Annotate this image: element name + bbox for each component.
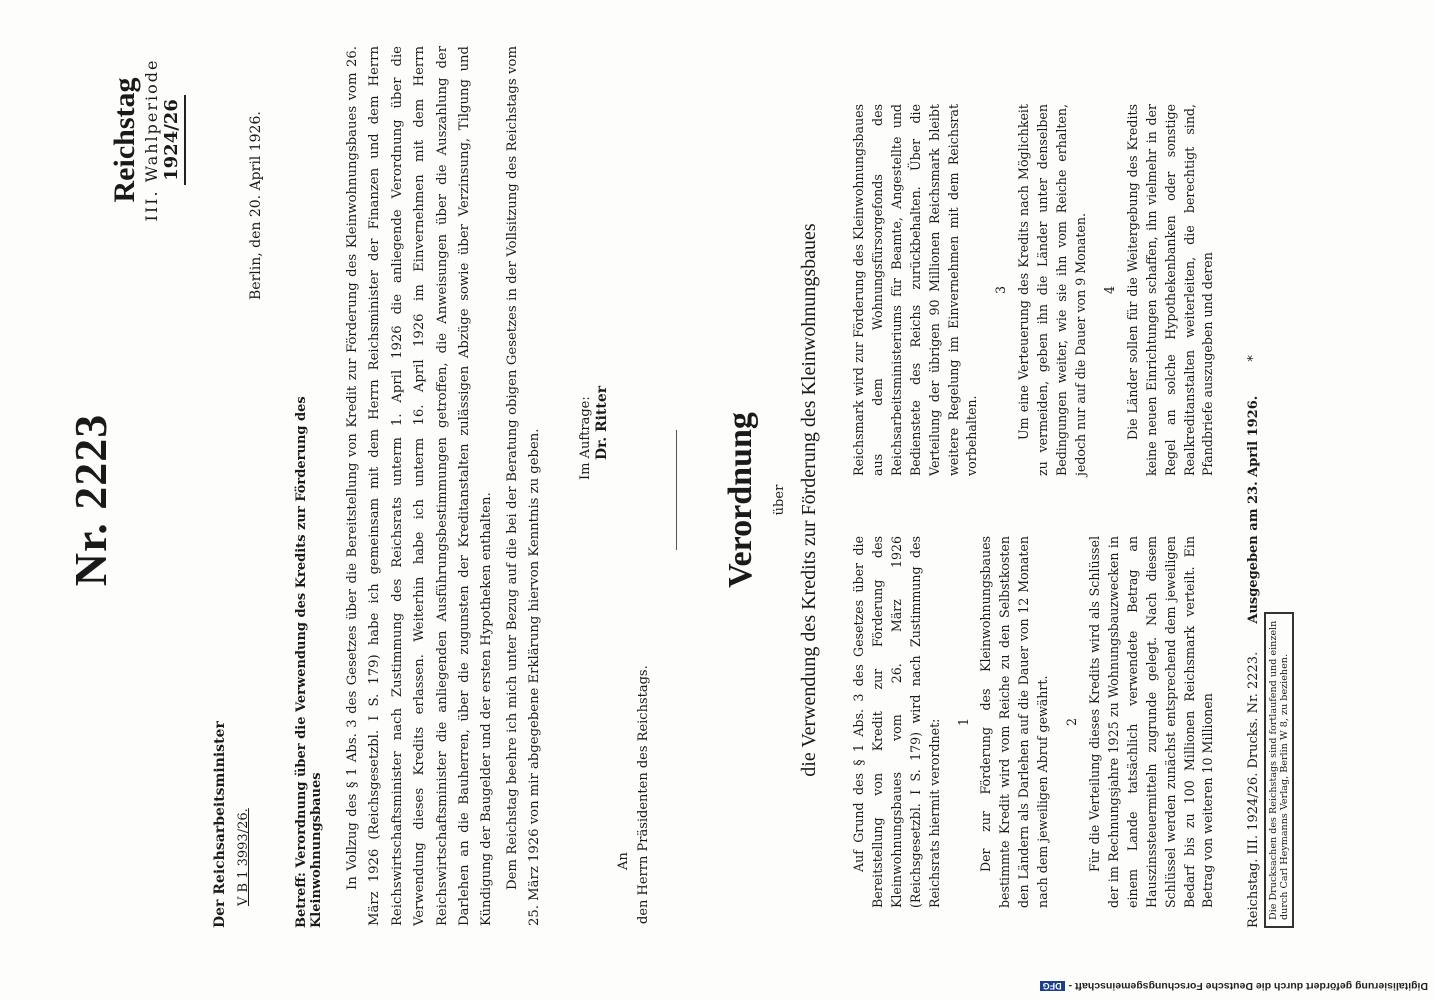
decree-intro: Auf Grund des § 1 Abs. 3 des Gesetzes über die Bereitstellung von Kredit zur Förderung des Kleinwohnungsbaues vom 26. März 1926 (Reichsgesetzbl. I S. 179) wird nach Zustimmung des Reichsrats hiermit verordnet: <box>851 536 942 908</box>
decree-title: Verordnung <box>722 412 759 588</box>
section-2-continuation: Reichsmark wird zur Förderung des Kleinwohnungsbaues aus dem Wohnungsfürsorgefonds des Reichsarbeitsministeriums für Beamte, Angestellte und Bedienstete des Reichs zurückbehalten. Über die Verteilung der übrigen 90 Millionen Reichsmark bleibt weitere Regelung im Einvernehmen mit dem Reichsrat vorbehalten. <box>851 104 980 476</box>
footer-box-line-2: durch Carl Heymanns Verlag, Berlin W 8, zu beziehen. <box>1279 653 1290 920</box>
decree-title-ueber: über <box>772 484 787 516</box>
period-years: 1924/26 <box>161 95 186 185</box>
file-reference: V B 1 3993/26. <box>236 808 251 906</box>
section-4-text: Die Länder sollen für die Weitergebung des Kredits keine neuen Einrichtungen schaffen, ihn vielmehr in der Regel an solche Hypothekenbanken oder sonstige Realkreditanstalten weiterleiten, die berechtigt sind, Pfandbriefe auszugeben und deren <box>1124 104 1216 476</box>
decree-subtitle: die Verwendung des Kredits zur Förderung des Kleinwohnungsbaues <box>798 223 820 777</box>
addressee-prefix: An <box>616 852 631 870</box>
footer-box-line-1: Die Drucksachen des Reichstags sind fortlaufend und einzeln <box>1268 620 1279 920</box>
footer-reference: Reichstag. III. 1924/26. Drucks. Nr. 2223. <box>1246 651 1261 928</box>
letter-paragraph-1: In Vollzug des § 1 Abs. 3 des Gesetzes über die Bereitstellung von Kredit zur Förderung des Kleinwohnungsbaues vom 26. März 1926 (Reichsgesetzbl. I S. 179) habe ich gemeinsam mit dem Herrn Reichsminister der Finanzen und dem Herrn Reichswirtschaftsminister nach Zustimmung des Reichsrats unterm 1. April 1926 die anliegende Verordnung über die Verwendung dieses Kredits erlassen. Weiterhin habe ich unterm 16. April 1926 im Einvernehmen mit dem Herrn Reichswirtschaftsminister die anliegenden Ausführungsbestimmungen getroffen, die Anweisungen über die Auszahlung der Darlehen an die Bauherren, über die zugunsten der Kreditanstalten zulässigen Abzüge sowie über Verzinsung, Tilgung und Kündigung der Baugelder und der ersten Hypotheken enthalten. <box>345 46 495 926</box>
section-3-number: 3 <box>993 286 1009 295</box>
footer-reference-line <box>1246 28 1261 928</box>
reichstag-header <box>108 40 186 240</box>
decree-column-right <box>850 104 1216 476</box>
section-1-text: Der zur Förderung des Kleinwohnungsbaues bestimmte Kredit wird vom Reiche zu den Selbstkosten den Ländern als Darlehen auf die Dauer von 12 Monaten nach dem jeweiligen Abruf gewährt. <box>978 536 1051 908</box>
section-4-number: 4 <box>1101 286 1117 295</box>
footer-asterisk: * <box>1246 355 1261 362</box>
signature: Dr. Ritter <box>594 385 610 460</box>
addressee: den Herrn Präsidenten des Reichstags. <box>636 665 651 924</box>
subject-line <box>294 368 324 928</box>
funding-note-text: Digitalisierung gefördert durch die Deutsche Forschungsgemeinschaft - <box>1068 980 1428 992</box>
reichstag-title: Reichstag <box>108 77 141 203</box>
footer-distribution-box <box>1264 612 1294 928</box>
letter-date: Berlin, den 20. April 1926. <box>248 111 264 300</box>
document-number: Nr. 2223 <box>65 413 116 587</box>
decree-column-left <box>850 536 1216 908</box>
wahlperiode: III. Wahlperiode <box>142 58 161 222</box>
on-behalf-label: Im Auftrage: <box>578 396 593 480</box>
section-3-text: Um eine Verteuerung des Kredits nach Möglichkeit zu vermeiden, geben ihn die Länder unter denselben Bedingungen weiter, wie sie ihn vom Reiche erhalten, jedoch nur auf die Dauer von 9 Monaten. <box>1016 104 1088 476</box>
dfg-logo: DFG <box>1040 981 1065 991</box>
letter-paragraph-2: Dem Reichstag beehre ich mich unter Bezug auf die bei der Beratung obigen Gesetzes in der Vollsitzung des Reichstags vom 25. März 1926 von mir abgegebene Erklärung hiervon Kenntnis zu geben. <box>505 46 543 926</box>
section-1-number: 1 <box>955 718 971 727</box>
separator-rule <box>676 430 677 550</box>
side-funding-note <box>1040 980 1428 992</box>
subject-label: Betreff: <box>294 872 309 928</box>
section-2-number: 2 <box>1064 718 1080 727</box>
section-2-text: Für die Verteilung dieses Kredits wird als Schlüssel der im Rechnungsjahre 1925 zu Wohnungsbauzwecken in einem Lande tatsächlich verwendete Betrag an Hauszinssteuermitteln zugrunde gelegt. Nach diesem Schlüssel werden zunächst entsprechend dem jeweiligen Bedarf bis zu 100 Millionen Reichsmark verteilt. Ein Betrag von weiteren 10 Millionen <box>1086 536 1216 908</box>
footer-issued: Ausgegeben am 23. April 1926. <box>1246 395 1261 624</box>
subject-text: Verordnung über die Verwendung des Kredits zur Förderung des Kleinwohnungsbaues <box>294 396 324 928</box>
sender: Der Reichsarbeitsminister <box>212 721 228 928</box>
